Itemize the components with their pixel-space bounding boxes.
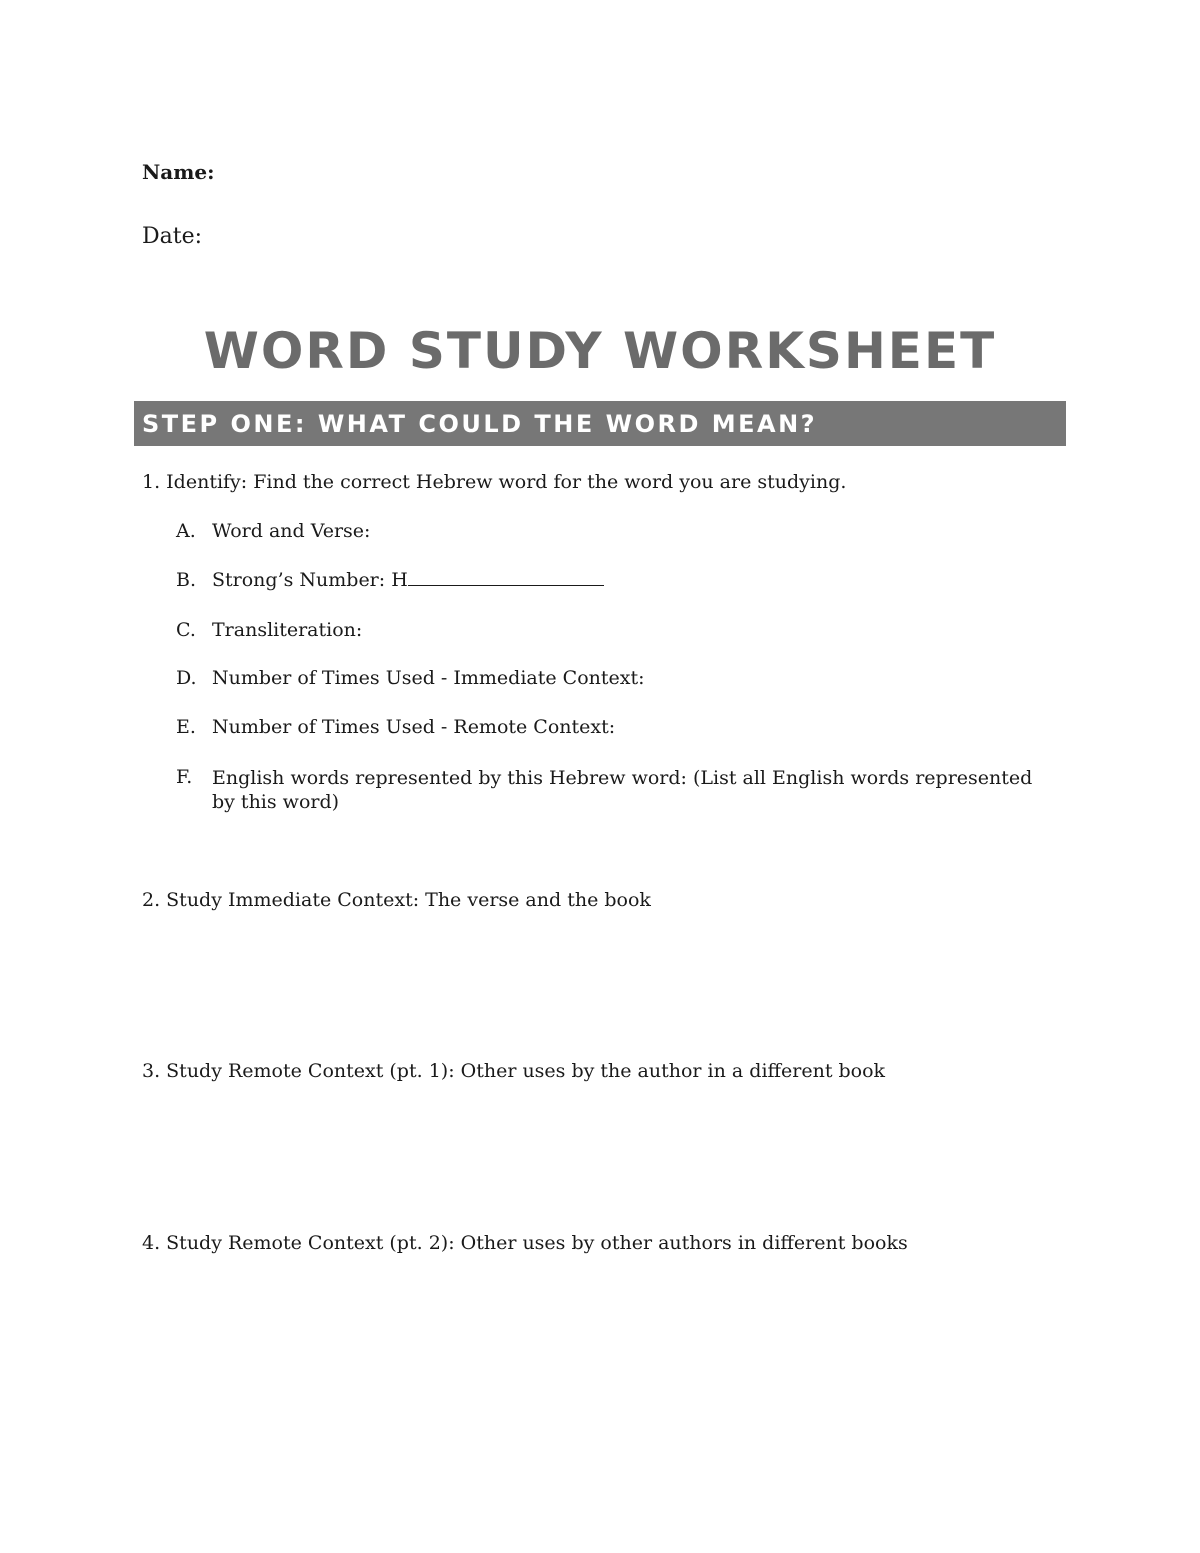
question-4: 4. Study Remote Context (pt. 2): Other uses by other authors in different books xyxy=(142,1232,908,1254)
item-c-text: Transliteration: xyxy=(212,619,363,641)
item-d-letter: D. xyxy=(176,667,197,689)
item-f-letter: F. xyxy=(176,766,193,788)
item-b-letter: B. xyxy=(176,569,197,591)
item-a-text: Word and Verse: xyxy=(212,520,371,542)
item-a-letter: A. xyxy=(176,520,196,542)
item-d-text: Number of Times Used - Immediate Context: xyxy=(212,667,645,689)
item-e-text: Number of Times Used - Remote Context: xyxy=(212,716,616,738)
step-one-banner xyxy=(134,401,1066,446)
date-label: Date: xyxy=(142,224,203,249)
question-3: 3. Study Remote Context (pt. 1): Other uses by the author in a different book xyxy=(142,1060,886,1082)
strongs-number-blank[interactable] xyxy=(408,571,604,586)
step-one-heading: STEP ONE: WHAT COULD THE WORD MEAN? xyxy=(142,409,818,438)
item-e-letter: E. xyxy=(176,716,196,738)
item-c-letter: C. xyxy=(176,619,196,641)
name-label: Name: xyxy=(142,160,215,184)
item-b xyxy=(212,569,604,591)
item-b-text: Strong’s Number: H xyxy=(212,569,408,591)
worksheet-title: WORD STUDY WORKSHEET xyxy=(203,322,997,380)
question-2: 2. Study Immediate Context: The verse and the book xyxy=(142,889,651,911)
item-f-text: English words represented by this Hebrew word: (List all English words represented by this word) xyxy=(212,767,1033,813)
question-1: 1. Identify: Find the correct Hebrew word for the word you are studying. xyxy=(142,471,847,493)
